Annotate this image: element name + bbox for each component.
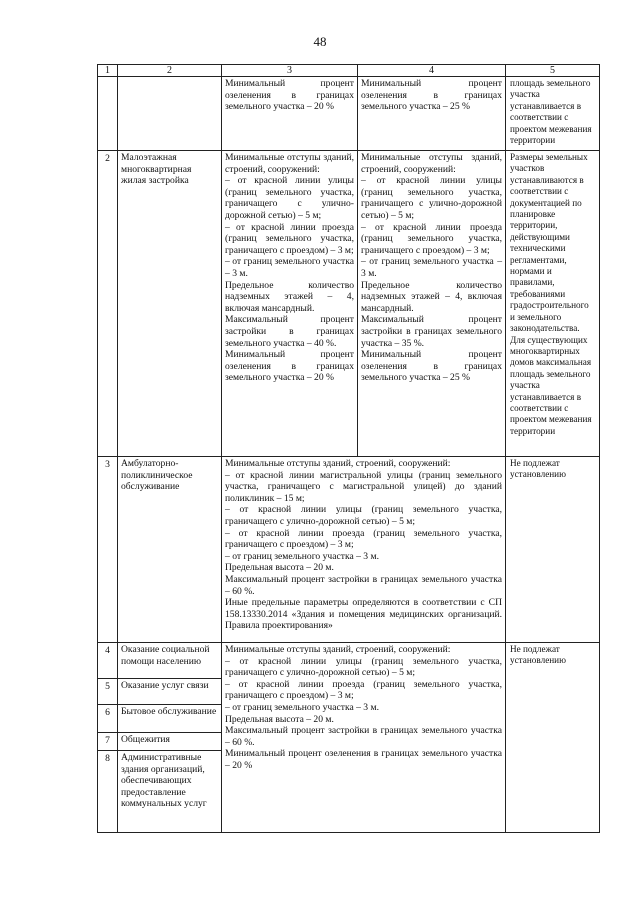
row-number-cell: 2 [98, 151, 118, 457]
header-row [98, 65, 600, 77]
param-text: Минимальные отступы зданий, строений, сооружений: [225, 644, 451, 655]
header-cell-5: 5 [506, 65, 600, 77]
param-text: Минимальные отступы зданий, строений, сооружений: [225, 458, 451, 469]
plot-size-cell: Не подлежат установлению [506, 643, 600, 833]
param-text: Минимальные отступы зданий, строений, сооружений: [225, 152, 354, 175]
param-text: Предельное количество надземных этажей – 4, включая мансардный. [225, 279, 354, 314]
use-name-cell: Оказание социальной помощи населению [118, 643, 222, 679]
param-text: – от красной линии проезда (границ земельного участка, граничащего с проездом) – 3 м; [225, 678, 502, 702]
use-name-cell: Малоэтажная многоквартирная жилая застройка [118, 151, 222, 457]
row-number-cell: 5 [98, 679, 118, 705]
params-col3-cell [222, 77, 358, 151]
param-text: Минимальный процент озеленения в границах земельного участка – 25 % [361, 349, 502, 384]
header-cell-3: 3 [222, 65, 358, 77]
params-merged-cell [222, 457, 506, 643]
plot-size-cell: площадь земельного участка устанавливается в соответствии с проектом межевания территории [506, 77, 600, 151]
param-text: Максимальный процент застройки в границах земельного участка – 35 %. [361, 314, 502, 349]
table-row-2 [98, 151, 600, 457]
plot-size-cell: Размеры земельных участков устанавливаются в соответствии с документацией по планировке территории, действующими техническими регламентами, нормами и правилами, требованиями градостроительного и земельного законодательства. Для существующих многоквартирных домов максимальная площадь земельного участка устанавливается в соответствии с проектом межевания территории [506, 151, 600, 457]
param-text: – от границ земельного участка – 3 м. [225, 701, 379, 713]
param-text: – от красной линии улицы (границ земельного участка, граничащего с улично-дорожной сетью) – 5 м; [225, 655, 502, 679]
param-text: – от красной линии магистральной улицы (границ земельного участка, граничащего с магистральной улицей) до зданий поликлиник – 15 м; [225, 469, 502, 504]
row-number-cell: 8 [98, 751, 118, 833]
use-name-cell: Общежития [118, 733, 222, 751]
param-text: – от границ земельного участка – 3 м. [361, 256, 502, 279]
use-name-cell: Административные здания организаций, обеспечивающих предоставление коммунальных услуг [118, 751, 222, 833]
use-name-cell: Бытовое обслуживание [118, 705, 222, 733]
param-text: – от красной линии проезда (границ земельного участка, граничащего с проездом) – 3 м; [225, 527, 502, 551]
row-number-cell: 4 [98, 643, 118, 679]
table-row-3 [98, 457, 600, 643]
param-text: Максимальный процент застройки в границах земельного участка – 40 %. [225, 314, 354, 349]
param-text: – от красной линии улицы (границ земельного участка, граничащего с улично-дорожной сетью) – 5 м; [361, 175, 502, 221]
use-name-cell: Амбулаторно-поликлиническое обслуживание [118, 457, 222, 643]
params-col3-cell [222, 151, 358, 457]
table-row-4 [98, 643, 600, 679]
header-cell-1: 1 [98, 65, 118, 77]
plot-size-cell: Не подлежат установлению [506, 457, 600, 643]
page-number: 48 [313, 34, 327, 49]
param-text: Предельная высота – 20 м. [225, 713, 334, 725]
param-text: Предельная высота – 20 м. [225, 562, 334, 574]
param-text: Максимальный процент застройки в границах земельного участка – 60 %. [225, 573, 502, 597]
param-text: Минимальный процент озеленения в границах земельного участка – 20 % [225, 349, 354, 384]
param-text: – от красной линии улицы (границ земельного участка, граничащего с улично-дорожной сетью) – 5 м; [225, 504, 502, 527]
row-number-cell: 3 [98, 457, 118, 643]
param-text: Минимальный процент озеленения в границах земельного участка – 20 % [225, 748, 502, 771]
params-merged-cell [222, 643, 506, 833]
param-text: Предельное количество надземных этажей – 4, включая мансардный. [361, 279, 502, 314]
param-text: – от красной линии проезда (границ земельного участка, граничащего с проездом) – 3 м; [361, 221, 502, 256]
params-col4-cell [358, 151, 506, 457]
param-text: – от границ земельного участка – 3 м. [225, 256, 354, 279]
row-number-cell: 7 [98, 733, 118, 751]
use-name-cell: Оказание услуг связи [118, 679, 222, 705]
params-col4-cell [358, 77, 506, 151]
param-text: – от красной линии проезда (границ земельного участка, граничащего с проездом) – 3 м; [225, 221, 354, 256]
use-name-cell [118, 77, 222, 151]
param-text: Минимальный процент озеленения в границах земельного участка – 20 % [225, 78, 354, 113]
header-cell-2: 2 [118, 65, 222, 77]
regulations-table [97, 64, 600, 833]
row-number-cell: 6 [98, 705, 118, 733]
param-text: Минимальный процент озеленения в границах земельного участка – 25 % [361, 78, 502, 113]
table-row-continued [98, 77, 600, 151]
header-cell-4: 4 [358, 65, 506, 77]
param-text: Минимальные отступы зданий, строений, сооружений: [361, 152, 502, 175]
param-text: Иные предельные параметры определяются в соответствии с СП 158.13330.2014 «Здания и помещения медицинских организаций. Правила проектирования» [225, 597, 502, 632]
param-text: – от красной линии улицы (границ земельного участка, граничащего с улично-дорожной сетью) – 5 м; [225, 175, 354, 221]
row-number-cell [98, 77, 118, 151]
param-text: – от границ земельного участка – 3 м. [225, 550, 379, 562]
param-text: Максимальный процент застройки в границах земельного участка – 60 %. [225, 725, 502, 748]
